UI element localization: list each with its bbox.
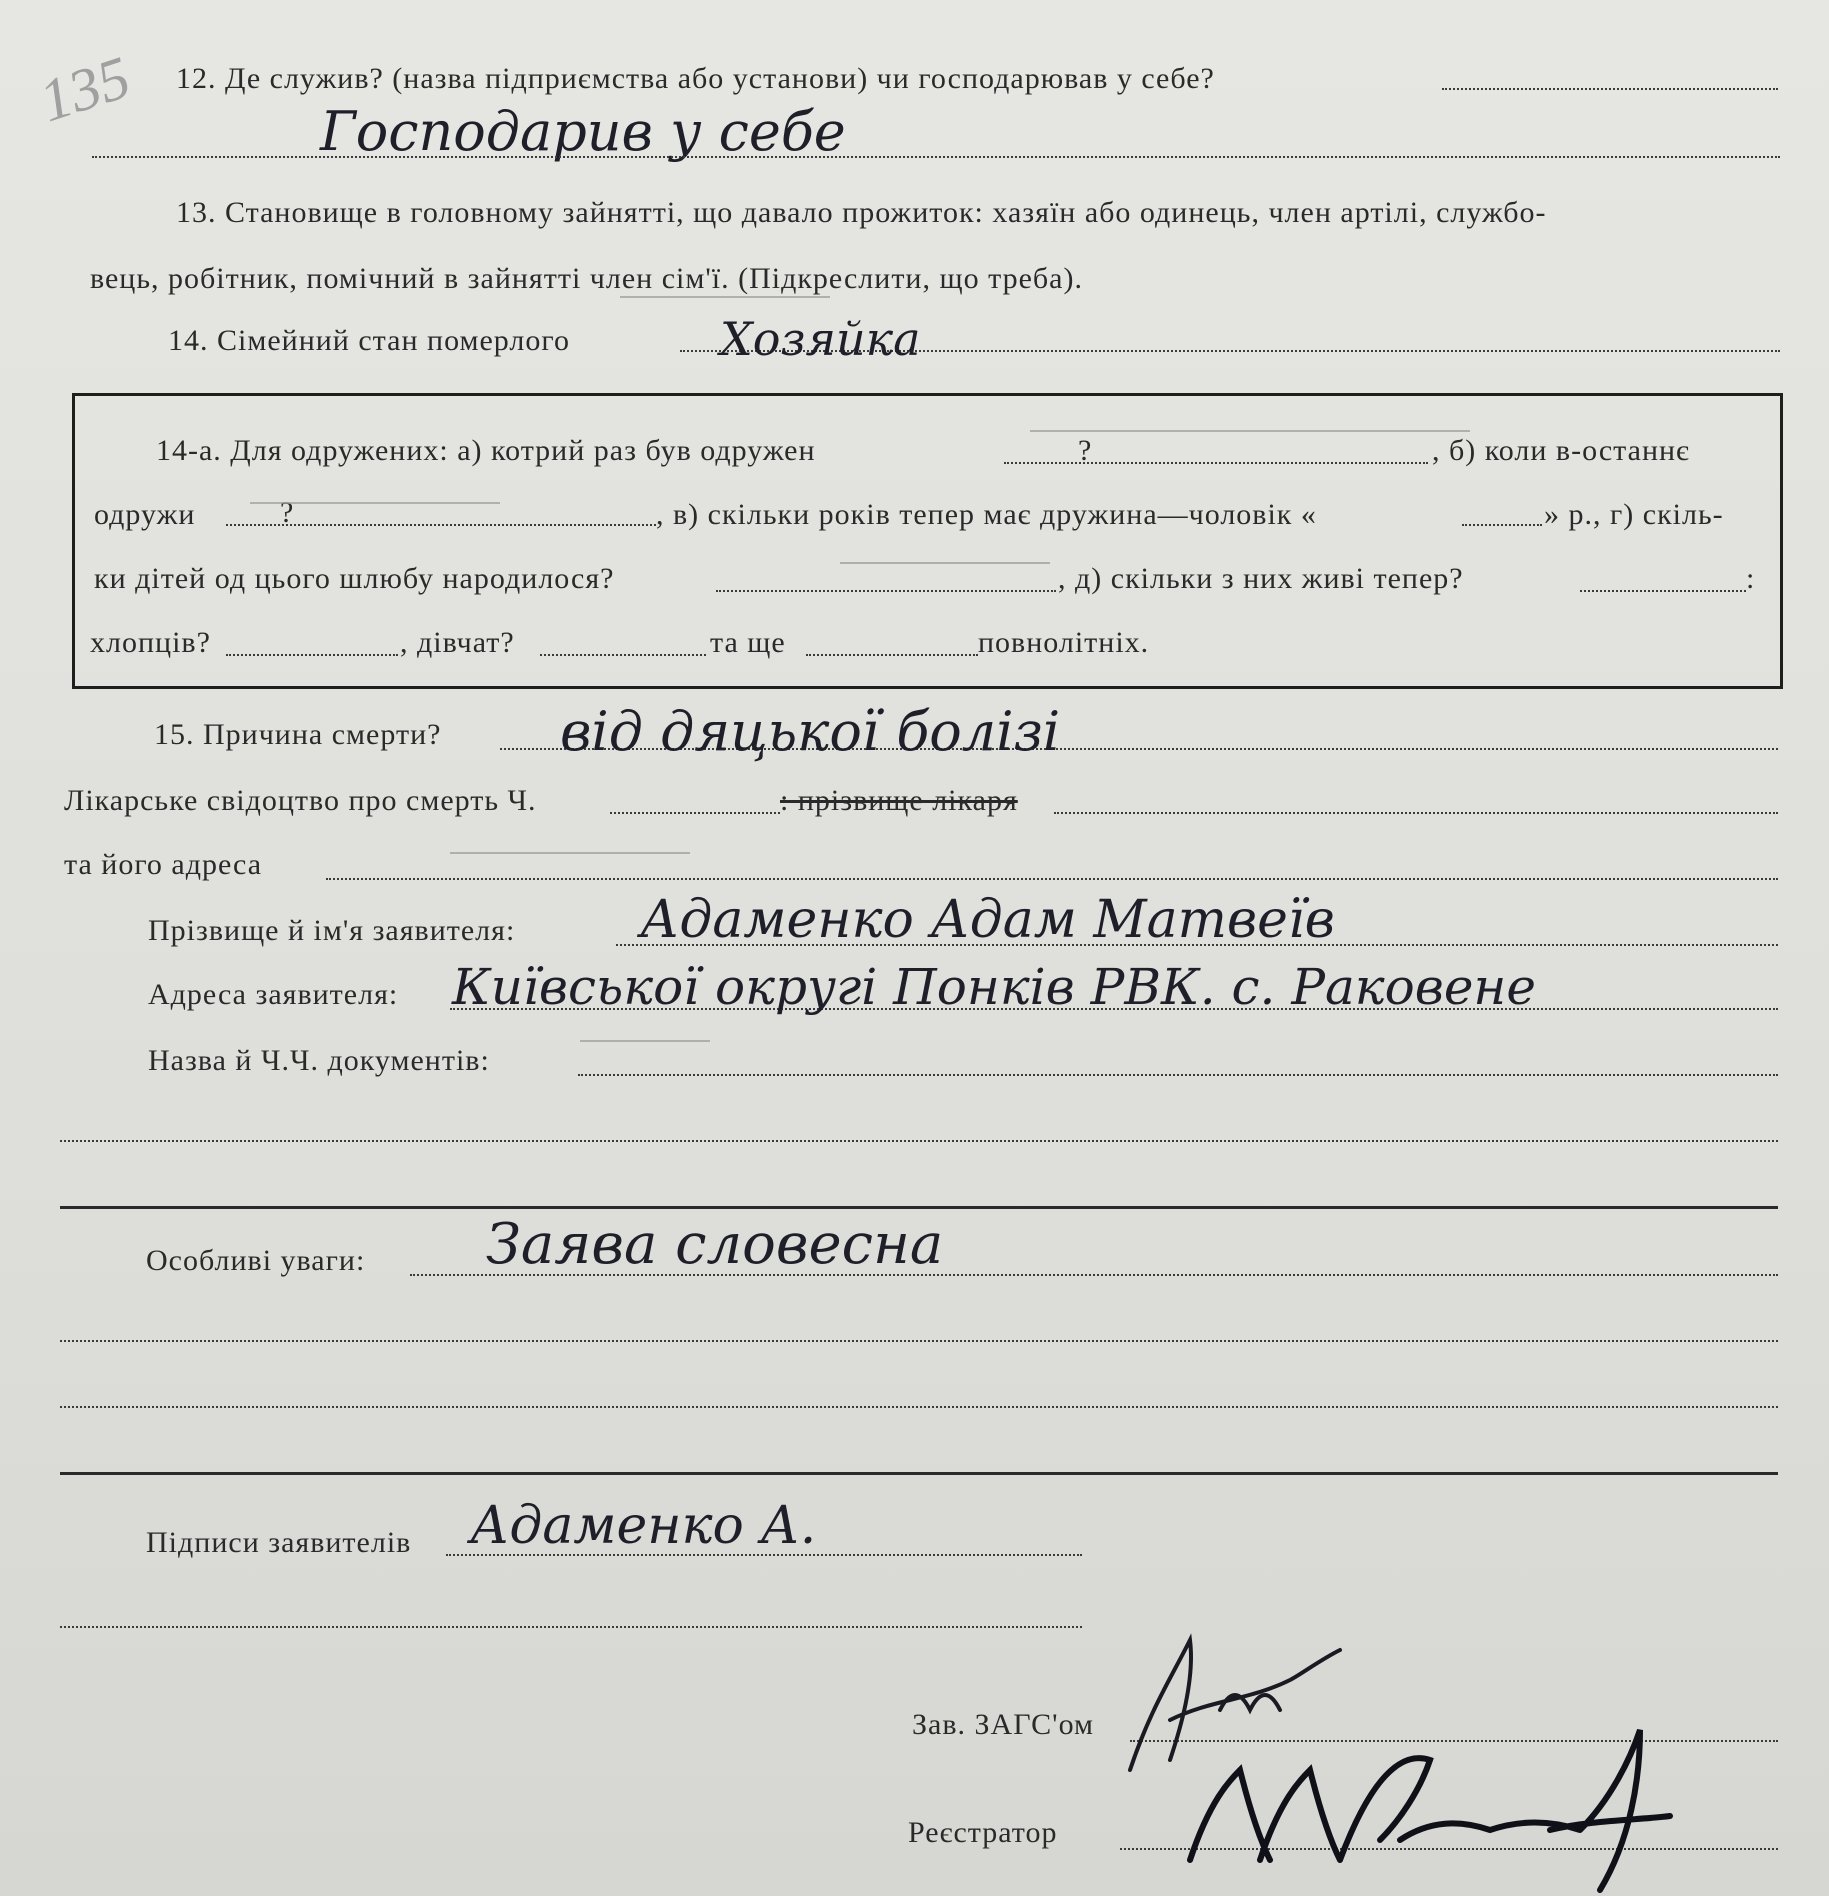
q14a-line2c: , в) скільки років тепер має дружина—чоловік « — [656, 498, 1317, 531]
q14-label: 14. Сімейний стан померлого — [168, 324, 570, 357]
q14a-pencil-3 — [840, 562, 1050, 564]
q14a-age-dots — [1462, 524, 1542, 526]
q15-label: 15. Причина смерти? — [154, 718, 442, 751]
q14a-girls-dots — [540, 654, 706, 656]
q13-line2: вець, робітник, помічний в зайнятті член сім'ї. (Підкреслити, що треба). — [90, 262, 1083, 295]
applicant-name-value: Адаменко Адам Матвеїв — [640, 890, 1335, 950]
docs-extra-dots — [60, 1140, 1778, 1142]
q14a-line3c: : — [1746, 562, 1756, 595]
q12-answer: Господарив у себе — [320, 100, 846, 163]
head-label: Зав. ЗАГС'ом — [912, 1708, 1094, 1741]
signatures-label: Підписи заявителів — [146, 1526, 412, 1559]
notes-value: Заява словесна — [486, 1212, 944, 1277]
medical-address-dots — [326, 878, 1778, 880]
medical-doctor-label: : прізвище лікаря — [780, 784, 1018, 817]
notes-label: Особливі уваги: — [146, 1244, 366, 1277]
q14a-pencil-1 — [1030, 430, 1470, 432]
margin-note: 135 — [31, 43, 138, 135]
q14a-line3-dots — [716, 590, 1056, 592]
medical-address-label: та його адреса — [64, 848, 263, 881]
signatures-dots-2 — [60, 1626, 1082, 1628]
q12-label: 12. Де служив? (назва підприємства або установи) чи господарював у себе? — [176, 62, 1215, 95]
q14a-line1c: , б) коли в-останнє — [1432, 434, 1690, 467]
q12-answer-line — [92, 156, 1780, 158]
divider-1 — [60, 1206, 1778, 1209]
q13-line1: 13. Становище в головному зайнятті, що давало прожиток: хазяїн або одинець, член артілі, службо- — [176, 196, 1547, 229]
q14a-line4d: повнолітніх. — [978, 626, 1150, 659]
medical-doctor-dots — [1054, 812, 1778, 814]
q14a-line3b: , д) скільки з них живі тепер? — [1058, 562, 1464, 595]
q14a-alive-dots — [1580, 590, 1746, 592]
q14a-line1-dots — [1004, 462, 1428, 464]
q14-answer: Хозяйка — [720, 312, 921, 366]
medical-pencil — [450, 852, 690, 854]
applicant-address-value: Київської округі Понків РВК. с. Раковене — [452, 958, 1536, 1016]
q14a-line1a: 14-а. Для одружених: а) котрий раз був одружен — [156, 434, 816, 467]
divider-2 — [60, 1472, 1778, 1475]
medical-label: Лікарське свідоцтво про смерть Ч. — [64, 784, 537, 817]
medical-number-dots — [610, 812, 780, 814]
q12-dotted-line — [1442, 88, 1778, 90]
q14a-line4c: та ще — [710, 626, 786, 659]
applicant-docs-dots — [578, 1074, 1778, 1076]
q15-answer: від дяцької болізі — [560, 700, 1061, 763]
q14a-line2a: одружи — [94, 498, 196, 531]
registrar-signature — [1170, 1720, 1690, 1896]
q14a-pencil-2 — [250, 502, 500, 504]
q14a-line4a: хлопців? — [90, 626, 211, 659]
q14a-line2d: » р., г) скіль- — [1544, 498, 1724, 531]
applicant-docs-label: Назва й Ч.Ч. документів: — [148, 1044, 490, 1077]
q14a-line1b: ? — [1078, 434, 1093, 467]
q14a-adults-dots — [806, 654, 978, 656]
notes-dots-2 — [60, 1340, 1778, 1342]
notes-dots-3 — [60, 1406, 1778, 1408]
q13-pencil-mark — [620, 296, 830, 298]
q14a-boys-dots — [226, 654, 398, 656]
q14a-line3a: ки дітей од цього шлюбу народилося? — [94, 562, 615, 595]
signatures-value: Адаменко А. — [470, 1496, 817, 1556]
docs-pencil — [580, 1040, 710, 1042]
applicant-name-label: Прізвище й ім'я заявителя: — [148, 914, 516, 947]
applicant-address-label: Адреса заявителя: — [148, 978, 399, 1011]
q14a-line4b: , дівчат? — [400, 626, 515, 659]
q14a-line2b: ? — [280, 496, 295, 529]
registrar-label: Реєстратор — [908, 1816, 1058, 1849]
